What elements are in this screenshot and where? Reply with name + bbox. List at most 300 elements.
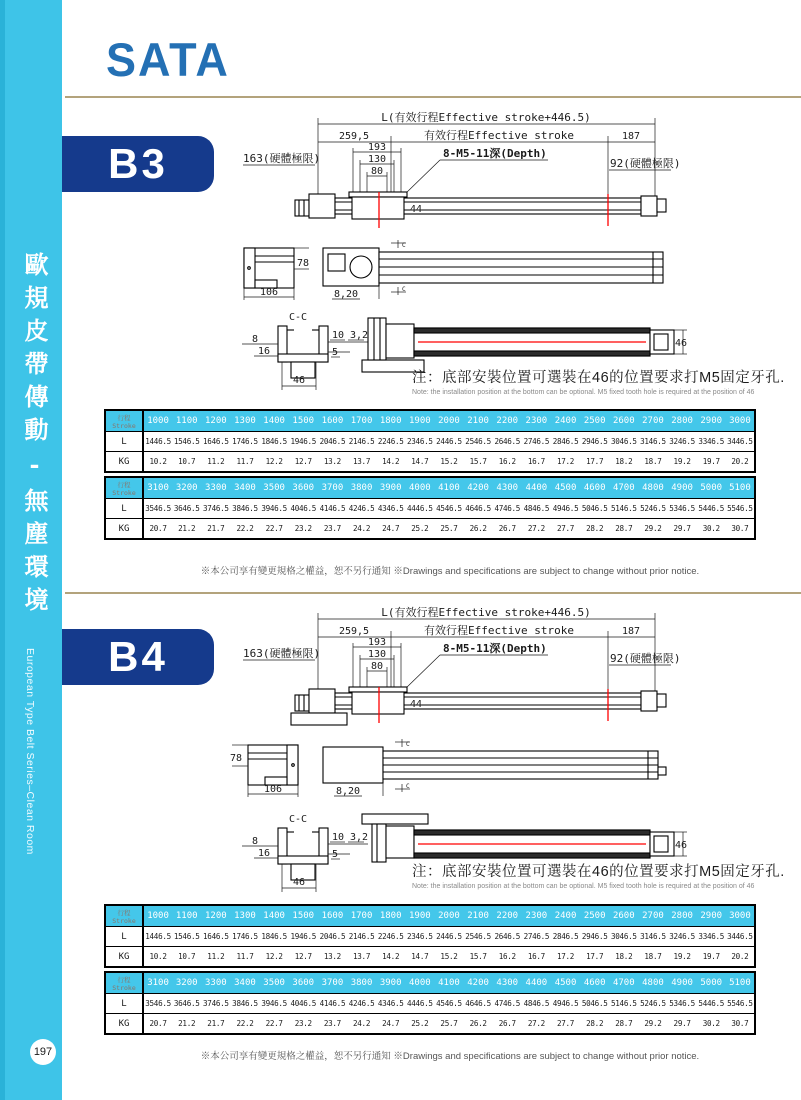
stroke-column-header: 3400 — [230, 477, 259, 499]
sidebar-title-zh: 歐規皮帶傳動-無塵環境 — [20, 252, 49, 620]
cell-value: 10.7 — [172, 452, 201, 473]
cell-value: 18.2 — [609, 947, 638, 968]
cell-value: 18.7 — [638, 452, 667, 473]
install-note-zh: 注：底部安裝位置可選裝在46的位置要求打M5固定牙孔. — [412, 864, 785, 880]
stroke-column-header: 4600 — [580, 972, 609, 994]
cell-value: 19.7 — [697, 452, 726, 473]
cell-value: 2246.5 — [376, 432, 405, 452]
dim-right-limit: 92(硬體極限) — [610, 157, 681, 170]
cell-value: 4546.5 — [434, 994, 463, 1014]
cell-value: 4146.5 — [318, 994, 347, 1014]
dim-16: 16 — [257, 346, 271, 357]
cell-value: 2746.5 — [522, 927, 551, 947]
stroke-column-header: 5000 — [697, 972, 726, 994]
cell-value: 26.2 — [464, 519, 493, 540]
cell-value: 5546.5 — [726, 499, 755, 519]
stroke-column-header: 1100 — [172, 905, 201, 927]
cell-value: 5246.5 — [638, 994, 667, 1014]
stroke-column-header: 2600 — [609, 905, 638, 927]
cell-value: 15.7 — [464, 947, 493, 968]
section-divider — [65, 96, 801, 98]
cell-value: 3046.5 — [609, 432, 638, 452]
stroke-column-header: 2100 — [464, 410, 493, 432]
dim-187: 187 — [621, 626, 641, 637]
cell-value: 5046.5 — [580, 994, 609, 1014]
cell-value: 26.7 — [493, 1014, 522, 1035]
cell-value: 13.2 — [318, 452, 347, 473]
stroke-column-header: 3300 — [201, 477, 230, 499]
cell-value: 28.2 — [580, 519, 609, 540]
stroke-column-header: 4900 — [668, 477, 697, 499]
cell-value: 4646.5 — [464, 994, 493, 1014]
stroke-column-header: 4400 — [522, 477, 551, 499]
stroke-table-b4-2 — [104, 971, 756, 1035]
cell-value: 13.7 — [347, 947, 376, 968]
dim-5: 5 — [332, 347, 339, 358]
stroke-column-header: 2500 — [580, 410, 609, 432]
install-note-b3 — [412, 366, 785, 396]
sidebar-title-en: European Type Belt Series–Clean Room — [24, 648, 36, 855]
top-view — [323, 747, 666, 783]
cell-value: 1846.5 — [260, 432, 289, 452]
stroke-column-header: 1300 — [230, 410, 259, 432]
table-row — [105, 994, 755, 1014]
stroke-table-b3-2 — [104, 476, 756, 540]
cell-value: 1846.5 — [260, 927, 289, 947]
stroke-column-header: 4500 — [551, 972, 580, 994]
stroke-column-header: 4000 — [405, 477, 434, 499]
cell-value: 4746.5 — [493, 994, 522, 1014]
stroke-column-header: 4100 — [434, 972, 463, 994]
stroke-column-header: 4200 — [464, 972, 493, 994]
stroke-column-header: 2900 — [697, 410, 726, 432]
cell-value: 3646.5 — [172, 994, 201, 1014]
stroke-column-header: 1200 — [201, 905, 230, 927]
stroke-header-cell: 行程Stroke — [105, 972, 143, 994]
cell-value: 5246.5 — [638, 499, 667, 519]
cell-value: 3746.5 — [201, 994, 230, 1014]
dim-screw-note: 8-M5-11深(Depth) — [443, 642, 547, 655]
stroke-column-header: 3500 — [260, 477, 289, 499]
cell-value: 4246.5 — [347, 499, 376, 519]
dim-44: 44 — [410, 699, 423, 710]
cell-value: 5446.5 — [697, 499, 726, 519]
cell-value: 24.2 — [347, 519, 376, 540]
cell-value: 2146.5 — [347, 927, 376, 947]
cell-value: 16.7 — [522, 947, 551, 968]
cell-value: 16.2 — [493, 452, 522, 473]
cell-value: 17.2 — [551, 947, 580, 968]
row-label: L — [105, 499, 143, 519]
table-row — [105, 432, 755, 452]
dim-130: 130 — [367, 154, 387, 165]
end-and-top-view-drawing-b3 — [228, 240, 668, 304]
side-view-drawing-b3 — [243, 110, 681, 238]
table-row — [105, 452, 755, 473]
cell-value: 2146.5 — [347, 432, 376, 452]
stroke-column-header: 4200 — [464, 477, 493, 499]
stroke-column-header: 1200 — [201, 410, 230, 432]
dim-46: 46 — [292, 877, 306, 888]
cell-value: 21.7 — [201, 519, 230, 540]
cell-value: 10.2 — [143, 947, 172, 968]
cell-value: 2746.5 — [522, 432, 551, 452]
cell-value: 5446.5 — [697, 994, 726, 1014]
stroke-column-header: 4600 — [580, 477, 609, 499]
dim-187: 187 — [621, 131, 641, 142]
stroke-column-header: 1100 — [172, 410, 201, 432]
cell-value: 29.7 — [668, 519, 697, 540]
cell-value: 1746.5 — [230, 432, 259, 452]
cell-value: 12.7 — [289, 452, 318, 473]
cell-value: 4346.5 — [376, 499, 405, 519]
cell-value: 21.7 — [201, 1014, 230, 1035]
stroke-column-header: 3700 — [318, 477, 347, 499]
end-view — [244, 248, 294, 288]
cell-value: 19.2 — [668, 452, 697, 473]
stroke-column-header: 2000 — [434, 905, 463, 927]
stroke-column-header: 5100 — [726, 972, 755, 994]
cell-value: 15.2 — [434, 452, 463, 473]
cell-value: 2846.5 — [551, 432, 580, 452]
dim-80: 80 — [370, 661, 384, 672]
rail-assembly — [295, 192, 666, 219]
stroke-column-header: 4700 — [609, 972, 638, 994]
stroke-column-header: 4700 — [609, 477, 638, 499]
cell-value: 4146.5 — [318, 499, 347, 519]
cell-value: 11.2 — [201, 452, 230, 473]
cell-value: 4246.5 — [347, 994, 376, 1014]
cell-value: 2446.5 — [434, 927, 463, 947]
stroke-column-header: 3900 — [376, 477, 405, 499]
cell-value: 1746.5 — [230, 927, 259, 947]
cell-value: 22.7 — [260, 519, 289, 540]
cell-value: 25.2 — [405, 519, 434, 540]
brand-logo: SATA — [106, 32, 230, 87]
cell-value: 23.2 — [289, 1014, 318, 1035]
stroke-column-header: 1600 — [318, 905, 347, 927]
stroke-column-header: 4100 — [434, 477, 463, 499]
stroke-column-header: 3600 — [289, 972, 318, 994]
cell-value: 30.7 — [726, 519, 755, 540]
cell-value: 2546.5 — [464, 927, 493, 947]
cell-value: 13.7 — [347, 452, 376, 473]
cell-value: 18.2 — [609, 452, 638, 473]
stroke-column-header: 1500 — [289, 905, 318, 927]
stroke-header-cell: 行程Stroke — [105, 410, 143, 432]
stroke-column-header: 1700 — [347, 410, 376, 432]
disclaimer-b3: ※本公司享有變更規格之權益，恕不另行通知 ※Drawings and specifications are subject to change without prior notice. — [200, 566, 700, 577]
stroke-header-cell: 行程Stroke — [105, 905, 143, 927]
cell-value: 3846.5 — [230, 499, 259, 519]
dim-46: 46 — [292, 375, 306, 386]
stroke-column-header: 3300 — [201, 972, 230, 994]
cell-value: 5346.5 — [668, 994, 697, 1014]
disclaimer-b4: ※本公司享有變更規格之權益，恕不另行通知 ※Drawings and specifications are subject to change without prior notice. — [200, 1051, 700, 1062]
section-divider — [65, 592, 801, 594]
cell-value: 14.2 — [376, 452, 405, 473]
end-and-top-view-drawing-b4 — [228, 737, 668, 801]
cell-value: 3746.5 — [201, 499, 230, 519]
cell-value: 2046.5 — [318, 432, 347, 452]
rail-top-view — [362, 814, 674, 862]
install-note-en: Note: the installation position at the bottom can be optional. M5 fixed tooth hole is required at the position of 46 — [412, 883, 755, 890]
table-row — [105, 947, 755, 968]
stroke-column-header: 2400 — [551, 905, 580, 927]
cell-value: 4346.5 — [376, 994, 405, 1014]
section-cut-mark: C — [406, 741, 410, 748]
cell-value: 1646.5 — [201, 432, 230, 452]
dim-8-20: 8,20 — [335, 786, 361, 797]
cell-value: 22.2 — [230, 1014, 259, 1035]
cell-value: 2046.5 — [318, 927, 347, 947]
cell-value: 19.7 — [697, 947, 726, 968]
stroke-column-header: 1000 — [143, 410, 172, 432]
cell-value: 22.7 — [260, 1014, 289, 1035]
cell-value: 20.7 — [143, 1014, 172, 1035]
cell-value: 3046.5 — [609, 927, 638, 947]
stroke-spec-table — [104, 476, 756, 540]
dim-left-limit: 163(硬體極限) — [243, 647, 321, 660]
cell-value: 1646.5 — [201, 927, 230, 947]
section-cut-mark: C — [402, 286, 406, 293]
stroke-column-header: 2000 — [434, 410, 463, 432]
cell-value: 15.2 — [434, 947, 463, 968]
stroke-column-header: 3200 — [172, 477, 201, 499]
stroke-column-header: 1500 — [289, 410, 318, 432]
dim-right-limit: 92(硬體極限) — [610, 652, 681, 665]
cell-value: 11.7 — [230, 947, 259, 968]
stroke-column-header: 1600 — [318, 410, 347, 432]
cell-value: 3146.5 — [638, 432, 667, 452]
stroke-column-header: 3500 — [260, 972, 289, 994]
table-row — [105, 519, 755, 540]
stroke-column-header: 1400 — [260, 905, 289, 927]
dim-80: 80 — [370, 166, 384, 177]
stroke-column-header: 2800 — [668, 410, 697, 432]
cell-value: 25.2 — [405, 1014, 434, 1035]
stroke-column-header: 3000 — [726, 410, 755, 432]
cell-value: 11.7 — [230, 452, 259, 473]
cell-value: 16.2 — [493, 947, 522, 968]
stroke-column-header: 1300 — [230, 905, 259, 927]
cell-value: 27.7 — [551, 519, 580, 540]
cell-value: 4046.5 — [289, 499, 318, 519]
cell-value: 5346.5 — [668, 499, 697, 519]
cell-value: 4846.5 — [522, 994, 551, 1014]
cell-value: 11.2 — [201, 947, 230, 968]
stroke-column-header: 2200 — [493, 905, 522, 927]
table-row — [105, 499, 755, 519]
cell-value: 4546.5 — [434, 499, 463, 519]
cell-value: 4046.5 — [289, 994, 318, 1014]
cell-value: 12.2 — [260, 452, 289, 473]
cell-value: 29.2 — [638, 1014, 667, 1035]
dim-screw-note: 8-M5-11深(Depth) — [443, 147, 547, 160]
stroke-column-header: 2900 — [697, 905, 726, 927]
cell-value: 28.2 — [580, 1014, 609, 1035]
dim-effective-stroke: 有效行程Effective stroke — [424, 624, 574, 637]
dim-3-2: 3,2 — [350, 330, 369, 341]
dim-78: 78 — [230, 753, 243, 764]
cell-value: 3446.5 — [726, 927, 755, 947]
cell-value: 2546.5 — [464, 432, 493, 452]
dim-left-limit: 163(硬體極限) — [243, 152, 321, 165]
cell-value: 4646.5 — [464, 499, 493, 519]
cell-value: 23.7 — [318, 1014, 347, 1035]
dim-106: 106 — [259, 287, 279, 298]
cell-value: 3246.5 — [668, 432, 697, 452]
stroke-column-header: 1900 — [405, 905, 434, 927]
dim-total-length: L(有效行程Effective stroke+446.5) — [381, 111, 591, 124]
stroke-column-header: 4000 — [405, 972, 434, 994]
cell-value: 3146.5 — [638, 927, 667, 947]
cell-value: 28.7 — [609, 1014, 638, 1035]
stroke-column-header: 3100 — [143, 972, 172, 994]
stroke-column-header: 5100 — [726, 477, 755, 499]
cell-value: 3946.5 — [260, 499, 289, 519]
row-label: KG — [105, 519, 143, 540]
stroke-column-header: 2500 — [580, 905, 609, 927]
dim-8-20: 8,20 — [333, 289, 359, 300]
cell-value: 17.7 — [580, 452, 609, 473]
cell-value: 14.7 — [405, 947, 434, 968]
cell-value: 22.2 — [230, 519, 259, 540]
cell-value: 5546.5 — [726, 994, 755, 1014]
stroke-column-header: 1800 — [376, 905, 405, 927]
stroke-column-header: 1900 — [405, 410, 434, 432]
cell-value: 24.7 — [376, 519, 405, 540]
stroke-column-header: 2200 — [493, 410, 522, 432]
rail-top-view — [362, 318, 674, 372]
stroke-column-header: 2800 — [668, 905, 697, 927]
cell-value: 27.2 — [522, 1014, 551, 1035]
cell-value: 2346.5 — [405, 927, 434, 947]
cell-value: 12.7 — [289, 947, 318, 968]
dim-193: 193 — [367, 142, 387, 153]
row-label: L — [105, 927, 143, 947]
cell-value: 15.7 — [464, 452, 493, 473]
cell-value: 4946.5 — [551, 499, 580, 519]
stroke-column-header: 3200 — [172, 972, 201, 994]
cell-value: 21.2 — [172, 519, 201, 540]
cell-value: 16.7 — [522, 452, 551, 473]
stroke-column-header: 4300 — [493, 477, 522, 499]
cell-value: 3446.5 — [726, 432, 755, 452]
cell-value: 3246.5 — [668, 927, 697, 947]
sidebar — [0, 0, 62, 1100]
stroke-column-header: 1800 — [376, 410, 405, 432]
cell-value: 4446.5 — [405, 499, 434, 519]
stroke-table-b4-1 — [104, 904, 756, 968]
stroke-table-b3-1 — [104, 409, 756, 473]
dim-259-5: 259,5 — [338, 626, 370, 637]
cell-value: 17.2 — [551, 452, 580, 473]
cell-value: 12.2 — [260, 947, 289, 968]
dim-193: 193 — [367, 637, 387, 648]
row-label: KG — [105, 1014, 143, 1035]
cell-value: 19.2 — [668, 947, 697, 968]
section-label: C-C — [288, 312, 308, 323]
stroke-column-header: 1000 — [143, 905, 172, 927]
dim-8: 8 — [251, 836, 259, 847]
cell-value: 28.7 — [609, 519, 638, 540]
cell-value: 3546.5 — [143, 499, 172, 519]
cell-value: 2346.5 — [405, 432, 434, 452]
row-label: KG — [105, 947, 143, 968]
cell-value: 2646.5 — [493, 927, 522, 947]
install-note-b4 — [412, 860, 785, 890]
stroke-column-header: 4800 — [638, 972, 667, 994]
cell-value: 1546.5 — [172, 432, 201, 452]
cell-value: 4946.5 — [551, 994, 580, 1014]
stroke-column-header: 3700 — [318, 972, 347, 994]
install-note-en: Note: the installation position at the bottom can be optional. M5 fixed tooth hole is required at the position of 46 — [412, 389, 755, 396]
cell-value: 1546.5 — [172, 927, 201, 947]
dim-effective-stroke: 有效行程Effective stroke — [424, 129, 574, 142]
end-view — [248, 745, 298, 785]
cc-profile — [278, 828, 328, 880]
cell-value: 1946.5 — [289, 432, 318, 452]
model-badge-b3: B3 — [62, 136, 214, 192]
cell-value: 21.2 — [172, 1014, 201, 1035]
dim-16: 16 — [257, 848, 271, 859]
dim-3-2: 3,2 — [350, 832, 369, 843]
cell-value: 17.7 — [580, 947, 609, 968]
dim-10: 10 — [332, 330, 345, 341]
stroke-column-header: 2700 — [638, 410, 667, 432]
cell-value: 29.2 — [638, 519, 667, 540]
stroke-column-header: 2600 — [609, 410, 638, 432]
cell-value: 24.2 — [347, 1014, 376, 1035]
dim-8: 8 — [251, 334, 259, 345]
stroke-header-cell: 行程Stroke — [105, 477, 143, 499]
stroke-column-header: 4400 — [522, 972, 551, 994]
cell-value: 24.7 — [376, 1014, 405, 1035]
stroke-column-header: 1400 — [260, 410, 289, 432]
cell-value: 3346.5 — [697, 927, 726, 947]
cell-value: 3646.5 — [172, 499, 201, 519]
stroke-column-header: 5000 — [697, 477, 726, 499]
cell-value: 23.2 — [289, 519, 318, 540]
dim-46-right: 46 — [675, 338, 688, 349]
cell-value: 27.7 — [551, 1014, 580, 1035]
section-cut-mark: C — [402, 242, 406, 249]
cell-value: 30.2 — [697, 1014, 726, 1035]
cell-value: 2846.5 — [551, 927, 580, 947]
stroke-column-header: 3600 — [289, 477, 318, 499]
cell-value: 30.2 — [697, 519, 726, 540]
stroke-column-header: 3900 — [376, 972, 405, 994]
install-note-zh: 注：底部安裝位置可選裝在46的位置要求打M5固定牙孔. — [412, 370, 785, 386]
stroke-column-header: 4300 — [493, 972, 522, 994]
stroke-column-header: 1700 — [347, 905, 376, 927]
section-cut-mark: C — [406, 783, 410, 790]
stroke-column-header: 2300 — [522, 410, 551, 432]
cell-value: 4446.5 — [405, 994, 434, 1014]
dim-44: 44 — [410, 204, 423, 215]
dim-10: 10 — [332, 832, 345, 843]
stroke-column-header: 2300 — [522, 905, 551, 927]
table-row — [105, 927, 755, 947]
page-number-badge: 197 — [30, 1039, 56, 1065]
cell-value: 26.2 — [464, 1014, 493, 1035]
cell-value: 1946.5 — [289, 927, 318, 947]
cell-value: 25.7 — [434, 1014, 463, 1035]
rail-assembly — [291, 687, 666, 725]
cell-value: 2946.5 — [580, 432, 609, 452]
model-badge-b4: B4 — [62, 629, 214, 685]
